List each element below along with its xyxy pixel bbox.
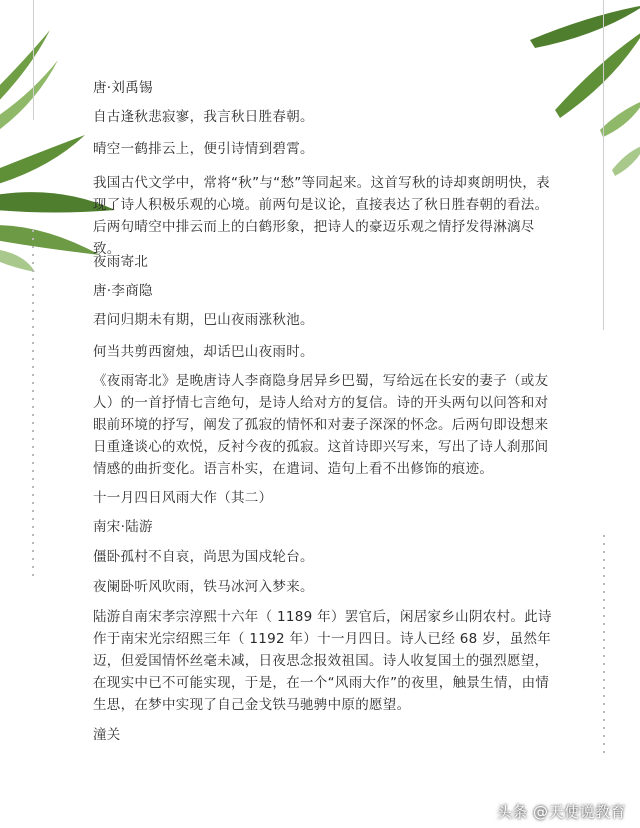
author-line: 南宋·陆游 [93, 519, 153, 535]
decorative-line [33, 0, 34, 120]
decorative-line [603, 0, 604, 330]
poem-line: 君问归期未有期，巴山夜雨涨秋池。 [93, 312, 314, 328]
commentary-paragraph: 陆游自南宋孝宗淳熙十六年（ 1189 年）罢官后，闲居家乡山阴农村。此诗作于南宋光宗绍熙三年（ 1192 年）十一月四日。诗人已经 68 岁，虽然年迈，但爱国情怀丝毫未减，日夜思念报效祖国。诗人收复国土的强烈愿望，在现实中已不可能实现，于是，在一个“风雨大作”的夜里，触景生情，由情生思，在梦中实现了自己金戈铁马驰骋中原的愿望。 [93, 609, 552, 713]
poem-line: 僵卧孤村不自哀，尚思为国戍轮台。 [93, 549, 314, 565]
author-line: 唐·李商隐 [93, 283, 153, 299]
decorative-dotted-line [32, 230, 34, 580]
poem-line: 晴空一鹤排云上，便引诗情到碧霄。 [93, 141, 314, 157]
poem-title: 夜雨寄北 [93, 254, 149, 270]
poem-line: 自古逢秋悲寂寥，我言秋日胜春朝。 [93, 109, 314, 125]
author-line: 唐·刘禹锡 [93, 80, 153, 96]
commentary-paragraph: 我国古代文学中，常将“秋”与“愁”等同起来。这首写秋的诗却爽朗明快，表现了诗人积极乐观的心境。前两句是议论，直接表达了秋日胜春朝的看法。后两句晴空中排云而上的白鹤形象，把诗人的豪迈乐观之情抒发得淋漓尽致。 [93, 175, 550, 257]
poem-line: 何当共剪西窗烛，却话巴山夜雨时。 [93, 344, 314, 360]
poem-title: 潼关 [93, 727, 121, 743]
decorative-dotted-line [603, 535, 605, 755]
source-watermark: 头条 @天使说教育 [496, 803, 626, 821]
poem-line: 夜阑卧听风吹雨，铁马冰河入梦来。 [93, 579, 314, 595]
poem-title: 十一月四日风雨大作（其二） [93, 490, 273, 506]
commentary-paragraph: 《夜雨寄北》是晚唐诗人李商隐身居异乡巴蜀，写给远在长安的妻子（或友人）的一首抒情七言绝句，是诗人给对方的复信。诗的开头两句以问答和对眼前环境的抒写，阐发了孤寂的情怀和对妻子深深的怀念。后两句即设想来日重逢谈心的欢悦，反衬今夜的孤寂。这首诗即兴写来，写出了诗人刹那间情感的曲折变化。语言朴实，在遣词、造句上看不出修饰的痕迹。 [93, 373, 549, 477]
